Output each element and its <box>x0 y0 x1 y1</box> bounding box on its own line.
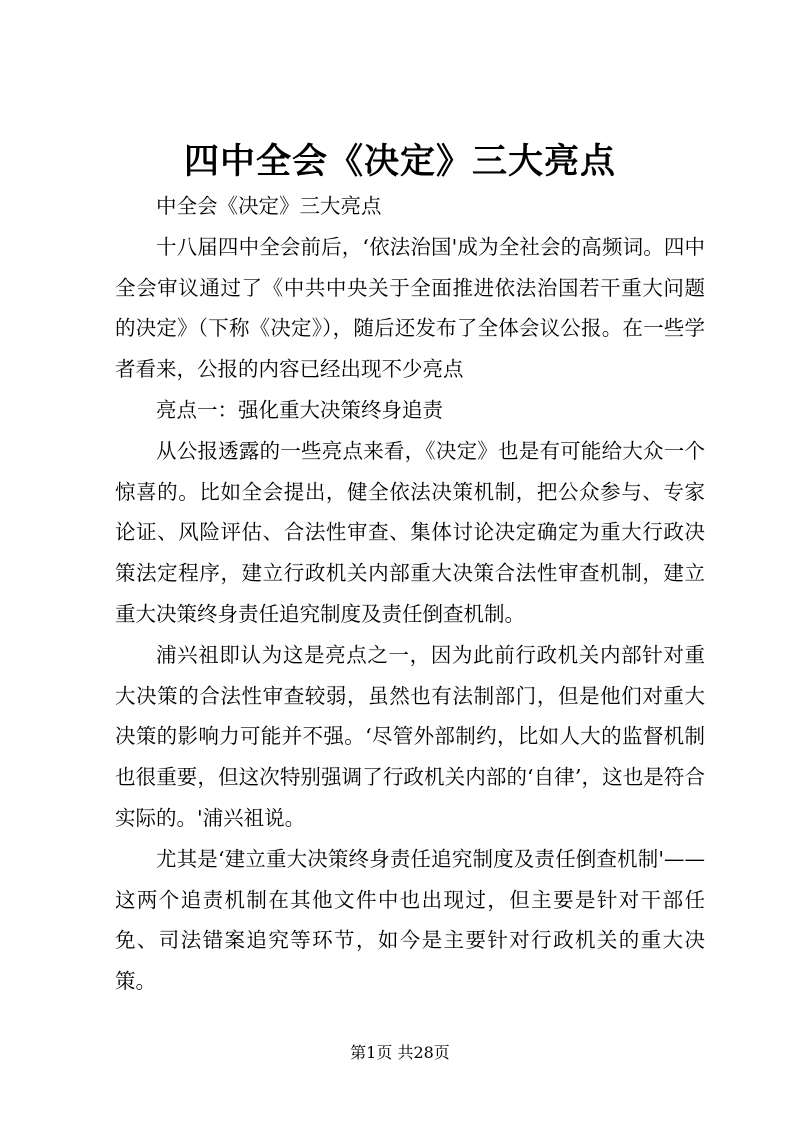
document-body <box>115 186 705 1002</box>
document-title: 四中全会《决定》三大亮点 <box>183 141 616 182</box>
paragraph-accountability: 尤其是‘建立重大决策终身责任追究制度及责任倒查机制'——这两个追责机制在其他文件中也出现过，但主要是针对干部任免、司法错案追究等环节，如今是主要针对行政机关的重大决策。 <box>115 846 705 994</box>
paragraph-highlight-heading: 亮点一：强化重大决策终身追责 <box>156 397 443 422</box>
paragraph-intro: 十八届四中全会前后，‘依法治国'成为全社会的高频词。四中全会审议通过了《中共中央关于全面推进依法治国若干重大问题的决定》（下称《决定》），随后还发布了全体会议公报。在一些学者看来，公报的内容已经出现不少亮点 <box>115 234 705 382</box>
paragraph-highlight-body: 从公报透露的一些亮点来看，《决定》也是有可能给大众一个惊喜的。比如全会提出，健全依法决策机制，把公众参与、专家论证、风险评估、合法性审查、集体讨论决定确定为重大行政决策法定程序，建立行政机关内部重大决策合法性审查机制，建立重大决策终身责任追究制度及责任倒查机制。 <box>115 438 705 626</box>
paragraph-subtitle: 中全会《决定》三大亮点 <box>156 194 382 218</box>
paragraph-quote: 浦兴祖即认为这是亮点之一，因为此前行政机关内部针对重大决策的合法性审查较弱，虽然也有法制部门，但是他们对重大决策的影响力可能并不强。‘尽管外部制约，比如人大的监督机制也很重要，但这次特别强调了行政机关内部的‘自律’，这也是符合实际的。'浦兴祖说。 <box>115 642 705 830</box>
page-number-footer: 第1页 共28页 <box>350 1043 450 1062</box>
